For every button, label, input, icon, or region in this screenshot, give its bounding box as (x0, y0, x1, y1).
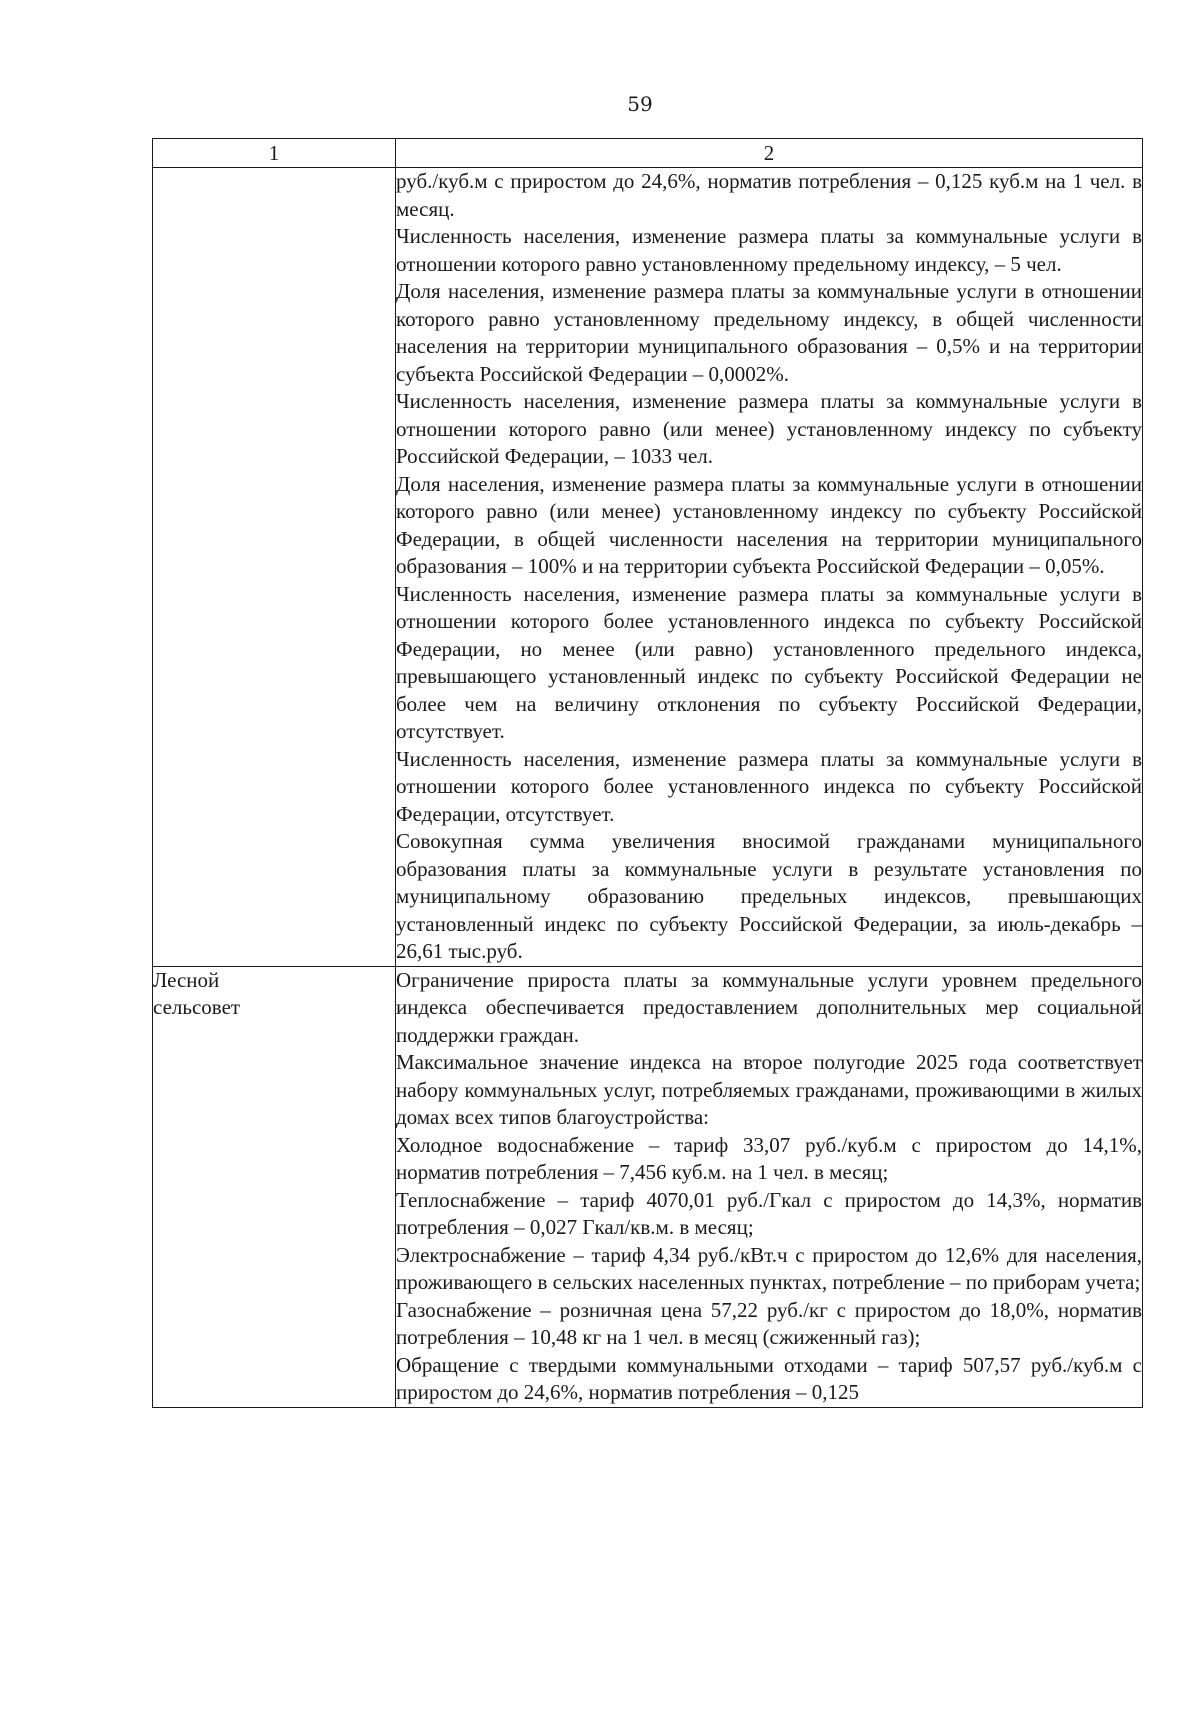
paragraph: Электроснабжение – тариф 4,34 руб./кВт.ч с приростом до 12,6% для населения, проживающего в сельских населенных пунктах, потребление – по приборам учета; (396, 1242, 1142, 1294)
paragraph: Теплоснабжение – тариф 4070,01 руб./Гкал с приростом до 14,3%, норматив потребления – 0,027 Гкал/кв.м. в месяц; (396, 1187, 1142, 1239)
paragraph: Численность населения, изменение размера платы за коммунальные услуги в отношении которого равно установленному предельному индексу, – 5 чел. (396, 224, 1142, 276)
paragraph: руб./куб.м с приростом до 24,6%, норматив потребления – 0,125 куб.м на 1 чел. в месяц. (396, 169, 1142, 221)
paragraph: Холодное водоснабжение – тариф 33,07 руб./куб.м с приростом до 14,1%, норматив потребления – 7,456 куб.м. на 1 чел. в месяц; (396, 1132, 1142, 1184)
table-row (153, 168, 1143, 967)
paragraph: Доля населения, изменение размера платы за коммунальные услуги в отношении которого равно установленному предельному индексу, в общей численности населения на территории муниципального образования – 0,5% и на территории субъекта Российской Федерации – 0,0002%. (396, 279, 1142, 386)
municipality-name-line: Лесной (153, 967, 220, 992)
table-header-row (153, 139, 1143, 168)
paragraph: Газоснабжение – розничная цена 57,22 руб./кг с приростом до 18,0%, норматив потребления – 10,48 кг на 1 чел. в месяц (сжиженный газ); (396, 1297, 1142, 1349)
column-header-2: 2 (396, 139, 1143, 168)
paragraph: Совокупная сумма увеличения вносимой гражданами муниципального образования платы за коммунальные услуги в результате установления по муниципальному образованию предельных индексов, превышающих установленный индекс по субъекту Российской Федерации, за июль-декабрь – 26,61 тыс.руб. (396, 829, 1142, 963)
municipality-name-line: сельсовет (153, 995, 241, 1019)
paragraph: Численность населения, изменение размера платы за коммунальные услуги в отношении которого более установленного индекса по субъекту Российской Федерации, отсутствует. (396, 746, 1142, 826)
table-row (153, 966, 1143, 1407)
paragraph: Численность населения, изменение размера платы за коммунальные услуги в отношении которого более установленного индекса по субъекту Российской Федерации, но менее (или равно) установленного предельного индекса, превышающего установленный индекс по субъекту Российской Федерации не более чем на величину отклонения по субъекту Российской Федерации, отсутствует. (396, 581, 1142, 743)
paragraph: Численность населения, изменение размера платы за коммунальные услуги в отношении которого равно (или менее) установленному индексу по субъекту Российской Федерации, – 1033 чел. (396, 389, 1142, 468)
paragraph: Доля населения, изменение размера платы за коммунальные услуги в отношении которого равно (или менее) установленному индексу по субъекту Российской Федерации, в общей численности населения на территории муниципального образования – 100% и на территории субъекта Российской Федерации – 0,05%. (396, 471, 1142, 578)
paragraph: Максимальное значение индекса на второе полугодие 2025 года соответствует набору коммунальных услуг, потребляемых гражданами, проживающими в жилых домах всех типов благоустройства: (396, 1050, 1142, 1129)
municipality-cell (153, 168, 396, 967)
column-header-1: 1 (153, 139, 396, 168)
municipality-cell (153, 966, 396, 1407)
tariff-table (152, 138, 1143, 1408)
page-number: 59 (627, 92, 653, 116)
description-cell (396, 966, 1143, 1407)
paragraph: Ограничение прироста платы за коммунальные услуги уровнем предельного индекса обеспечивается предоставлением дополнительных мер социальной поддержки граждан. (396, 967, 1142, 1047)
paragraph: Обращение с твердыми коммунальными отходами – тариф 507,57 руб./куб.м с приростом до 24,6%, норматив потребления – 0,125 (396, 1352, 1142, 1404)
description-cell (396, 168, 1143, 967)
